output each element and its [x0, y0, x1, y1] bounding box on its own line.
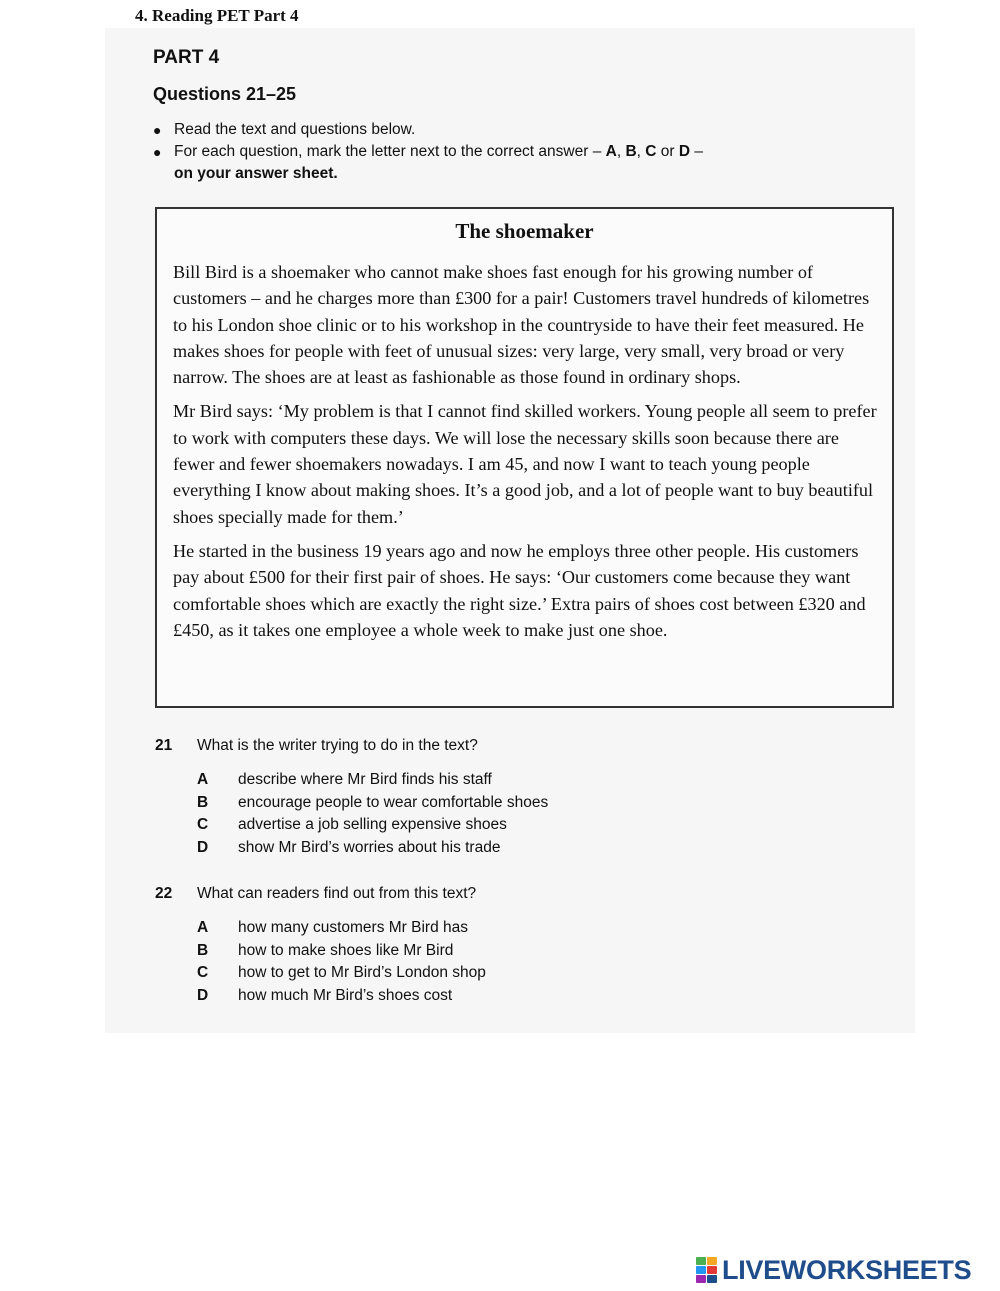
answer-options: [155, 769, 715, 859]
instruction-text: Read the text and questions below.: [174, 121, 416, 138]
liveworksheets-logo[interactable]: [696, 1255, 971, 1285]
option-letter: A: [197, 771, 209, 788]
answer-option[interactable]: [155, 837, 715, 860]
answer-letter-c: C: [645, 143, 657, 160]
logo-icon-cell: [696, 1257, 706, 1265]
question-text: What can readers find out from this text?: [197, 885, 477, 902]
reading-paragraph: Bill Bird is a shoemaker who cannot make shoes fast enough for his growing number of customers – and he charges more than £300 for a pair! Customers travel hundreds of kilometres to his London shoe clinic or to his workshop in the countryside to have their feet measured. He makes shoes for people with feet of unusual sizes: very large, very small, very broad or very narrow. The shoes are at least as fashionable as those found in ordinary shops.: [173, 262, 870, 388]
answer-option[interactable]: [155, 917, 715, 940]
option-text: encourage people to wear comfortable shoes: [238, 793, 549, 811]
answer-option[interactable]: [155, 769, 715, 792]
option-letter: C: [197, 816, 209, 834]
answer-letter-d: D: [678, 143, 691, 160]
logo-icon-cell: [707, 1275, 717, 1283]
answer-option[interactable]: [155, 962, 715, 985]
instruction-tail: on your answer sheet.: [174, 165, 338, 182]
question-number: 21: [155, 737, 173, 754]
answer-option[interactable]: [155, 814, 715, 837]
separator: ,: [616, 143, 626, 160]
option-letter: D: [197, 838, 209, 856]
option-text: how much Mr Bird’s shoes cost: [238, 986, 453, 1004]
reading-text-title: The shoemaker: [455, 219, 594, 243]
instruction-item: [153, 119, 813, 141]
question-21: [155, 735, 715, 859]
reading-paragraph: He started in the business 19 years ago and now he employs three other people. His customers pay about £500 for their first pair of shoes. He says: ‘Our customers come because they want comfortable shoes which are exactly the right size.’ Extra pairs of shoes cost between £320 and £450, as it takes one employee a whole week to make just one shoe.: [173, 540, 866, 640]
logo-text: LIVEWORKSHEETS: [722, 1254, 972, 1285]
logo-icon-cell: [696, 1275, 706, 1283]
answer-letter-b: B: [625, 143, 637, 160]
bullet-icon: ●: [153, 122, 162, 138]
answer-option[interactable]: [155, 792, 715, 815]
option-letter: A: [197, 919, 209, 936]
option-letter: D: [197, 986, 209, 1004]
reading-text-box: [155, 207, 894, 708]
option-text: describe where Mr Bird finds his staff: [238, 771, 492, 788]
liveworksheets-logo-icon: [696, 1257, 718, 1283]
answer-option[interactable]: [155, 985, 715, 1008]
option-text: how to get to Mr Bird’s London shop: [238, 964, 486, 982]
question-number: 22: [155, 885, 173, 902]
part-title: PART 4: [153, 47, 220, 68]
separator: ,: [636, 143, 646, 160]
option-letter: C: [197, 964, 209, 982]
worksheet-heading: 4. Reading PET Part 4: [135, 6, 299, 25]
question-text: What is the writer trying to do in the text?: [197, 737, 478, 754]
answer-option[interactable]: [155, 940, 715, 963]
option-letter: B: [197, 793, 209, 811]
question-22: [155, 883, 715, 1007]
answer-options: [155, 917, 715, 1007]
instructions-list: [153, 119, 813, 185]
instruction-item: [153, 141, 813, 185]
option-text: how many customers Mr Bird has: [238, 919, 468, 936]
option-letter: B: [197, 941, 209, 959]
logo-icon-cell: [707, 1266, 717, 1274]
bullet-icon: ●: [153, 144, 162, 160]
option-text: how to make shoes like Mr Bird: [238, 941, 454, 959]
option-text: show Mr Bird’s worries about his trade: [238, 838, 501, 856]
separator: or: [656, 143, 679, 160]
option-text: advertise a job selling expensive shoes: [238, 816, 507, 834]
answer-letter-a: A: [605, 143, 617, 160]
instruction-lead: For each question, mark the letter next to the correct answer –: [174, 143, 606, 160]
questions-range: Questions 21–25: [153, 84, 297, 104]
logo-icon-cell: [707, 1257, 717, 1265]
reading-text-body: [173, 259, 878, 651]
dash: –: [690, 143, 704, 160]
logo-icon-cell: [696, 1266, 706, 1274]
reading-paragraph: Mr Bird says: ‘My problem is that I cannot find skilled workers. Young people all seem to prefer to work with computers these days. We will lose the necessary skills soon because there are fewer and fewer shoemakers nowadays. I am 45, and now I want to teach young people everything I know about making shoes. It’s a good job, and a lot of people want to buy beautiful shoes specially made for them.’: [173, 401, 877, 527]
